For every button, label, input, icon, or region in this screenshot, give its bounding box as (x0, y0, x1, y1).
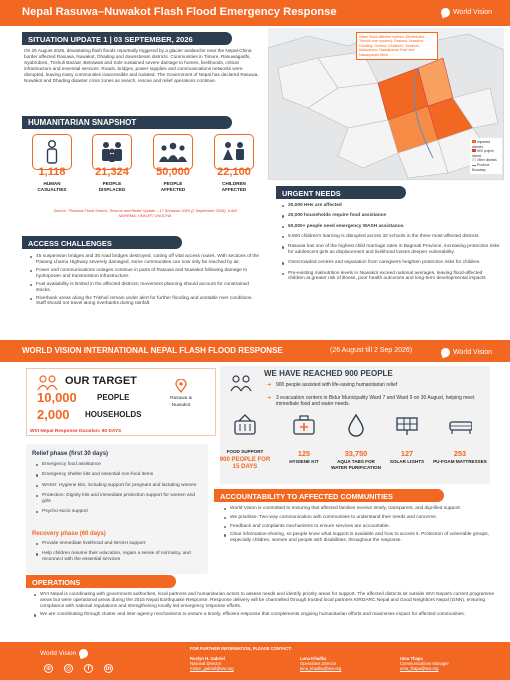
mattress-icon (448, 414, 472, 436)
hygiene-kit-card (292, 414, 316, 436)
footer (0, 642, 510, 680)
children-icon (220, 140, 248, 164)
casualties-label: HUMAN CASUALTIES (37, 181, 67, 192)
reached-title: WE HAVE REACHED 900 PEOPLE (264, 369, 393, 378)
displaced-label: PEOPLE DISPLACED (98, 181, 126, 192)
group-icon (158, 140, 188, 164)
contact-email[interactable]: luna_khadka@wvi.org (300, 666, 342, 671)
world-vision-logo (441, 8, 492, 17)
world-vision-logo-icon (79, 649, 88, 658)
access-bar: ACCESS CHALLENGES (22, 236, 182, 249)
urgent-list (282, 203, 500, 287)
response-dates: (26 August till 2 Sep 2026) (330, 347, 413, 354)
list-item: Pre-existing malnutrition levels in Nuwakot exceed national averages, leaving flood-affected children at greater risk of illness, poor health outcomes and long-term developmental impacts (282, 271, 500, 283)
footer-logo-text: World Vision (40, 650, 77, 657)
list-item: Protection: Dignity kits and immediate protection support for women and girls (36, 493, 202, 505)
logo-text: World Vision (452, 9, 492, 16)
world-vision-logo-icon (441, 8, 450, 17)
target-households-label: HOUSEHOLDS (85, 410, 142, 419)
facebook-icon[interactable]: f (84, 664, 93, 673)
contact-email[interactable]: umu_thapa@wvi.org (400, 666, 439, 671)
food-support-amount: 900 PEOPLE FOR 15 DAYS (219, 457, 271, 470)
legend-item: WVI project district (472, 149, 494, 158)
accountability-list (224, 506, 492, 547)
snapshot-source: Source: "Rasuwa Flood Search, Rescue and Relief Update – 17 Shrawan 2083 (2 September 2026), 8 AM NDRRMA; UNICEF/ UNOCHA (53, 208, 237, 218)
target-districts: Rasuwa & Nuwakot (170, 396, 192, 408)
mattresses-number: 253 (453, 449, 467, 458)
page-title: Nepal Rasuwa–Nuwakot Flash Flood Emergency Response (22, 6, 337, 18)
list-item: Overcrowded centres and separation from caregivers heighten protection risks for children. (282, 260, 500, 266)
contact-name: Roslyn H. Gabriel (190, 656, 225, 661)
list-item: 20,000 households require food assistance (282, 213, 500, 219)
response-title: WORLD VISION INTERNATIONAL NEPAL FLASH FLOOD RESPONSE (22, 346, 283, 355)
list-item: Emergency shelter kits and essential non-food items (36, 472, 202, 478)
aqua-tabs-number: 33,750 (344, 449, 368, 458)
list-item: Fuel availability is limited in the affected districts; movement planning should account for constrained stocks. (30, 282, 262, 294)
affected-card (153, 134, 193, 170)
target-people-label: PEOPLE (97, 393, 130, 402)
people-icon (230, 374, 252, 392)
operations-bar: OPERATIONS (26, 575, 176, 588)
displaced-number: 21,324 (95, 166, 129, 178)
response-duration: WVI Nepal Response Duration: 90 DAYS (30, 429, 122, 434)
globe-icon[interactable]: ⊕ (45, 666, 52, 672)
solar-lights-number: 127 (400, 449, 414, 458)
casualties-number: 1,118 (38, 166, 66, 178)
person-icon (42, 139, 62, 165)
displaced-card (92, 134, 132, 170)
food-basket-icon (232, 414, 256, 436)
urgent-bar: URGENT NEEDS (276, 186, 406, 199)
mattresses-label: PU-FOAM MATTRESSES (433, 459, 487, 464)
contact-role: National Director (190, 661, 222, 666)
world-vision-logo-icon (441, 348, 450, 357)
map-callout: Water flood-affected corridor (Bhotekoshi-Trishuli river system): Rasuwa, Nuwakot, Dhading, Gorkha, Dhulikhel, Tanahun, Makwanpur, Nawalparasi East and Nawalparasi West (356, 32, 438, 60)
legend-item: Impacted districts (472, 140, 491, 149)
page-header (0, 0, 510, 26)
target-box (26, 368, 216, 436)
water-drop-icon (347, 413, 365, 437)
linkedin-icon[interactable]: in (105, 665, 112, 672)
arrow-icon: ➜ (267, 395, 272, 401)
children-label: CHILDREN AFFECTED (221, 181, 247, 192)
hygiene-kit-icon (292, 414, 316, 436)
contact-name: Umu Thapa (400, 656, 423, 661)
target-title: OUR TARGET (65, 375, 137, 387)
contact-email[interactable]: roslyn_gabriel@wvi.org (190, 666, 234, 671)
affected-number: 50,000 (156, 166, 190, 178)
list-item: WASH: Hygiene kits, including support for pregnant and lactating women (36, 483, 202, 489)
list-item: Rasuwa has one of the highest child marriage rates in Bagmati Province, increasing protection risks for adolescent girls as displacement and livelihood losses deepen vulnerability. (282, 244, 500, 256)
list-item: 50,000+ people need emergency WASH assistance. (282, 224, 500, 230)
hygiene-kit-number: 125 (297, 449, 311, 458)
contact-role: Operations Director (300, 661, 337, 666)
family-icon (97, 139, 127, 165)
list-item: Clear information-sharing, so people know what support is available and how to access it. Protection of vulnerable groups, especially children, women and people with disabilities, throughout the response. (224, 532, 492, 544)
recovery-list (36, 541, 202, 567)
aqua-tabs-label: AQUA TABS FOR WATER PURIFICATION (331, 459, 381, 470)
situation-bar: SITUATION UPDATE 1 | 03 SEPTEMBER, 2026 (22, 32, 232, 45)
response-logo (441, 348, 492, 357)
hygiene-kit-label: HYGIENE KIT (289, 459, 319, 464)
list-item: Help children resume their education, regain a sense of normalcy, and reconnect with the essential services (36, 551, 202, 563)
location-pin-icon (175, 379, 187, 393)
response-header (0, 340, 510, 362)
solar-lights-card (395, 414, 419, 436)
accountability-bar: ACCOUNTABILITY TO AFFECTED COMMUNITIES (214, 489, 444, 502)
list-item: We are coordinating through cluster and inter-agency mechanisms to ensure a timely, efficient response that complements ongoing humanitarian efforts and maximises impact for affected communities. (34, 612, 494, 618)
list-item: 9,800 children's learning is disrupted across 32 schools in the three most-affected districts (282, 234, 500, 240)
list-item: WVI Nepal is coordinating with government authorities, local partners and humanitarian actors to assess needs and identify priority areas for support. The affected districts sit outside WVI Nepal's current programme areas but were operational areas during the 2015 Nepal Earthquake Response. Response delivery will be channelled through trusted local partners KIRDARC Nepal and Good Neighbors Nepal (GNN), ensuring compliance with national regulations and strengthening locally led emergency response efforts. (34, 592, 494, 609)
list-item: Psycho-socio support (36, 509, 202, 515)
affected-label: PEOPLE AFFECTED (160, 181, 186, 192)
list-item: Feedback and complaints mechanisms to ensure services are accountable. (224, 524, 492, 530)
list-item: Emergency food assistance (36, 462, 202, 468)
food-support-card (232, 414, 256, 436)
children-number: 22,100 (217, 166, 251, 178)
relief-title: Relief phase (first 30 days) (32, 451, 109, 457)
list-item: World Vision is committed to ensuring that affected families receive timely, transparent, and dignified support. (224, 506, 492, 512)
mattresses-card (448, 414, 472, 436)
solar-lights-label: SOLAR LIGHTS (389, 459, 425, 464)
target-people-number: 10,000 (37, 390, 77, 405)
solar-panel-icon (395, 414, 419, 436)
recovery-title: Recovery phase (60 days) (32, 531, 106, 537)
list-item: 20,000 HHs are affected (282, 203, 500, 209)
list-item: Provide immediate livelihood and WASH support (36, 541, 202, 547)
arrow-icon: ➜ (267, 382, 272, 388)
people-target-icon (37, 375, 59, 391)
instagram-icon[interactable]: ◎ (65, 666, 72, 672)
map-legend (470, 138, 502, 174)
reached-line-2: 3 evacuation centers in Bidur Municipality Ward 7 and Ward 9 on 30 August, helping meet immediate food and water needs. (276, 395, 475, 408)
footer-logo (40, 649, 88, 658)
food-support-sub (218, 457, 272, 471)
list-item: We prioritise: Two-way communication with communities to understand their needs and concerns. (224, 515, 492, 521)
aqua-tabs-card (344, 414, 368, 436)
legend-item: Province Boundary (472, 162, 490, 172)
access-list (30, 254, 262, 310)
children-card (214, 134, 254, 170)
situation-text: On 26 August 2026, devastating flash floods reportedly triggered by a glacier avalanche near the Nepal-China border affected Rasuwa, Nuwakot, Dhading and downstream districts. Communities in Timure, Rasuwagadhi, Syabrubesi, Trishuli Bazaar, Betrawati and Sole sustained severe damage to homes, livelihoods, critical infrastructure and essential services. Roads, bridges, power supplies and communications networks were disrupted, leaving many communities inaccessible and isolated. The Government of Nepal has declared Rasuwa, Nuwakot and Dhading disaster crisis zones as search, rescue and relief operations continue. (24, 48, 259, 84)
contact-name: Luna Khadka (300, 656, 327, 661)
logo-text: World Vision (452, 349, 492, 356)
phases-box (26, 444, 208, 574)
casualties-card (32, 134, 72, 170)
contact-title: FOR FURTHER INFORMATION, PLEASE CONTACT: (190, 646, 292, 651)
flood-map (268, 28, 504, 180)
relief-list (36, 462, 202, 519)
food-support-label: FOOD SUPPORT (226, 449, 264, 454)
list-item: Power and communications outages continue in parts of Rasuwa and Nuwakot following damage to hydropower and transmission infrastructure. (30, 268, 262, 280)
list-item: 45 suspension bridges and 35 road bridges destroyed, cutting off vital access routes. With sections of the Pasang Lhamu Highway severely damaged, some communities can now only be reached by air. (30, 254, 262, 266)
target-households-number: 2,000 (37, 407, 70, 422)
contact-role: Communications Manager (400, 661, 449, 666)
operations-list (34, 592, 494, 621)
legend-item: Other districts (472, 158, 500, 163)
reached-line-1: 900 people assisted with life-saving humanitarian relief (276, 382, 398, 388)
snapshot-bar: HUMANITARIAN SNAPSHOT (22, 116, 232, 129)
list-item: Riverbank areas along the Trishuli remain under alert for further flooding and unstable river conditions. Staff should not travel along riverbanks during rainfall. (30, 296, 262, 308)
